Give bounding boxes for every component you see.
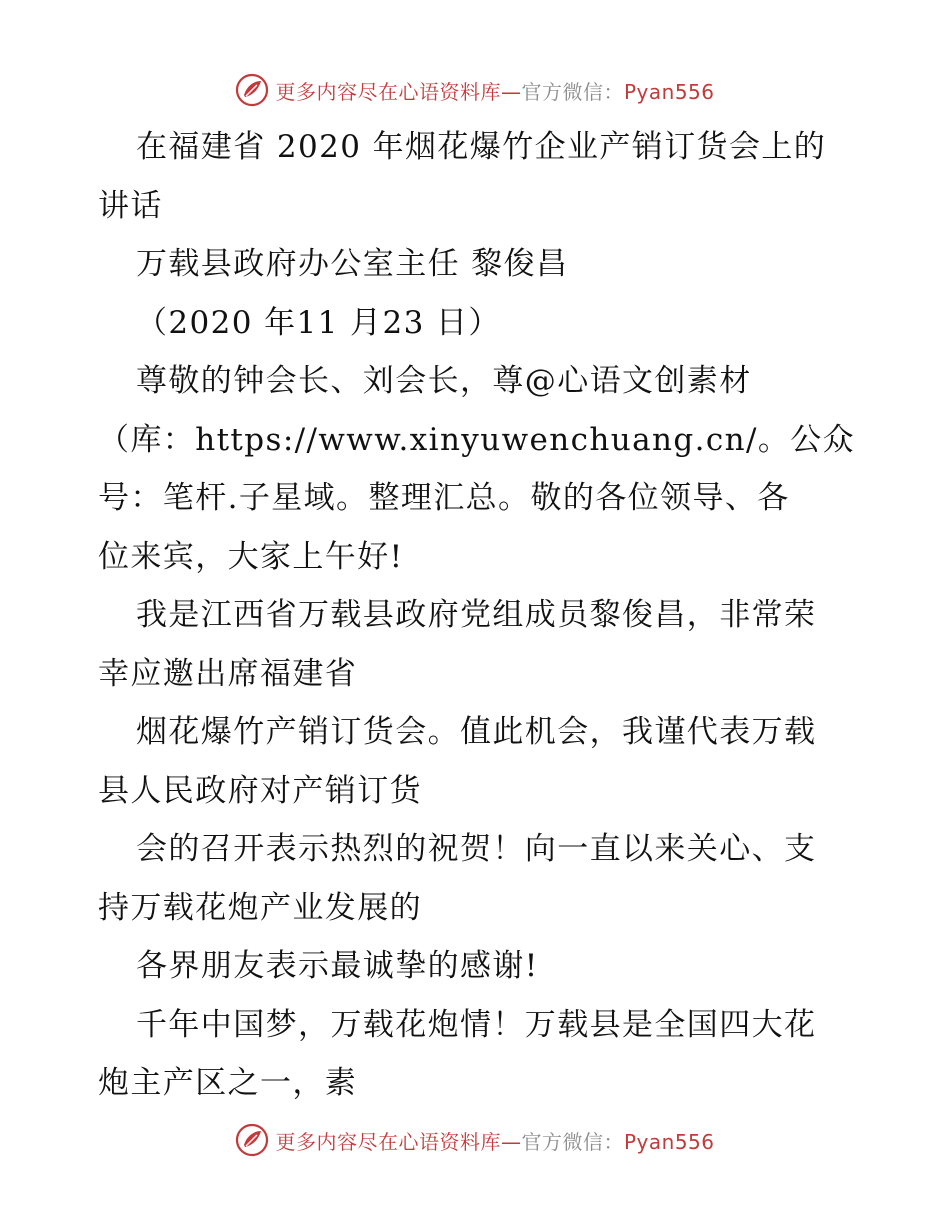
footer-watermark: [0, 1122, 950, 1158]
leaf-book-logo-icon: [235, 1123, 269, 1157]
paragraph-3-line-1: 会的召开表示热烈的祝贺！向一直以来关心、支: [136, 831, 817, 867]
date-line: （2020 年11 月23 日）: [136, 304, 501, 341]
watermark-dash: —: [500, 1129, 522, 1154]
paragraph-5-line-1: 千年中国梦，万载花炮情！万载县是全国四大花: [136, 1006, 817, 1043]
speaker-line: 万载县政府办公室主任 黎俊昌: [136, 246, 569, 282]
watermark-label: 官方微信：: [521, 1129, 624, 1154]
paragraph-2-line-2: 县人民政府对产销订货: [98, 772, 422, 809]
header-watermark: [0, 72, 950, 108]
document-body: [98, 118, 858, 1113]
paragraph-1-line-1: 我是江西省万载县政府党组成员黎俊昌，非常荣: [136, 597, 817, 633]
greeting-line-1: 尊敬的钟会长、刘会长，尊@心语文创素材: [136, 363, 752, 399]
paragraph-5-line-2: 炮主产区之一，素: [98, 1065, 358, 1101]
doc-title-line-2: 讲话: [98, 187, 163, 224]
paragraph-3-line-2: 持万载花炮产业发展的: [98, 889, 422, 926]
watermark-handle: Pyan556: [623, 79, 715, 104]
paragraph-4-line-1: 各界朋友表示最诚挚的感谢!: [136, 948, 539, 984]
greeting-line-4: 位来宾，大家上午好!: [98, 538, 404, 575]
paragraph-2-line-1: 烟花爆竹产销订货会。值此机会，我谨代表万载: [136, 714, 817, 750]
paragraph-1-line-2: 幸应邀出席福建省: [98, 655, 358, 692]
greeting-line-2: （库：https://www.xinyuwenchuang.cn/。公众: [98, 421, 856, 458]
watermark-dash: —: [500, 79, 522, 104]
watermark-prefix: 更多内容尽在心语资料库: [275, 79, 501, 104]
leaf-book-logo-icon: [235, 73, 269, 107]
doc-title-line-1: 在福建省 2020 年烟花爆竹企业产销订货会上的: [136, 129, 827, 165]
watermark-label: 官方微信：: [521, 79, 624, 104]
greeting-line-3: 号：笔杆.子星域。整理汇总。敬的各位领导、各: [98, 480, 790, 516]
watermark-handle: Pyan556: [623, 1129, 715, 1154]
watermark-prefix: 更多内容尽在心语资料库: [275, 1129, 501, 1154]
